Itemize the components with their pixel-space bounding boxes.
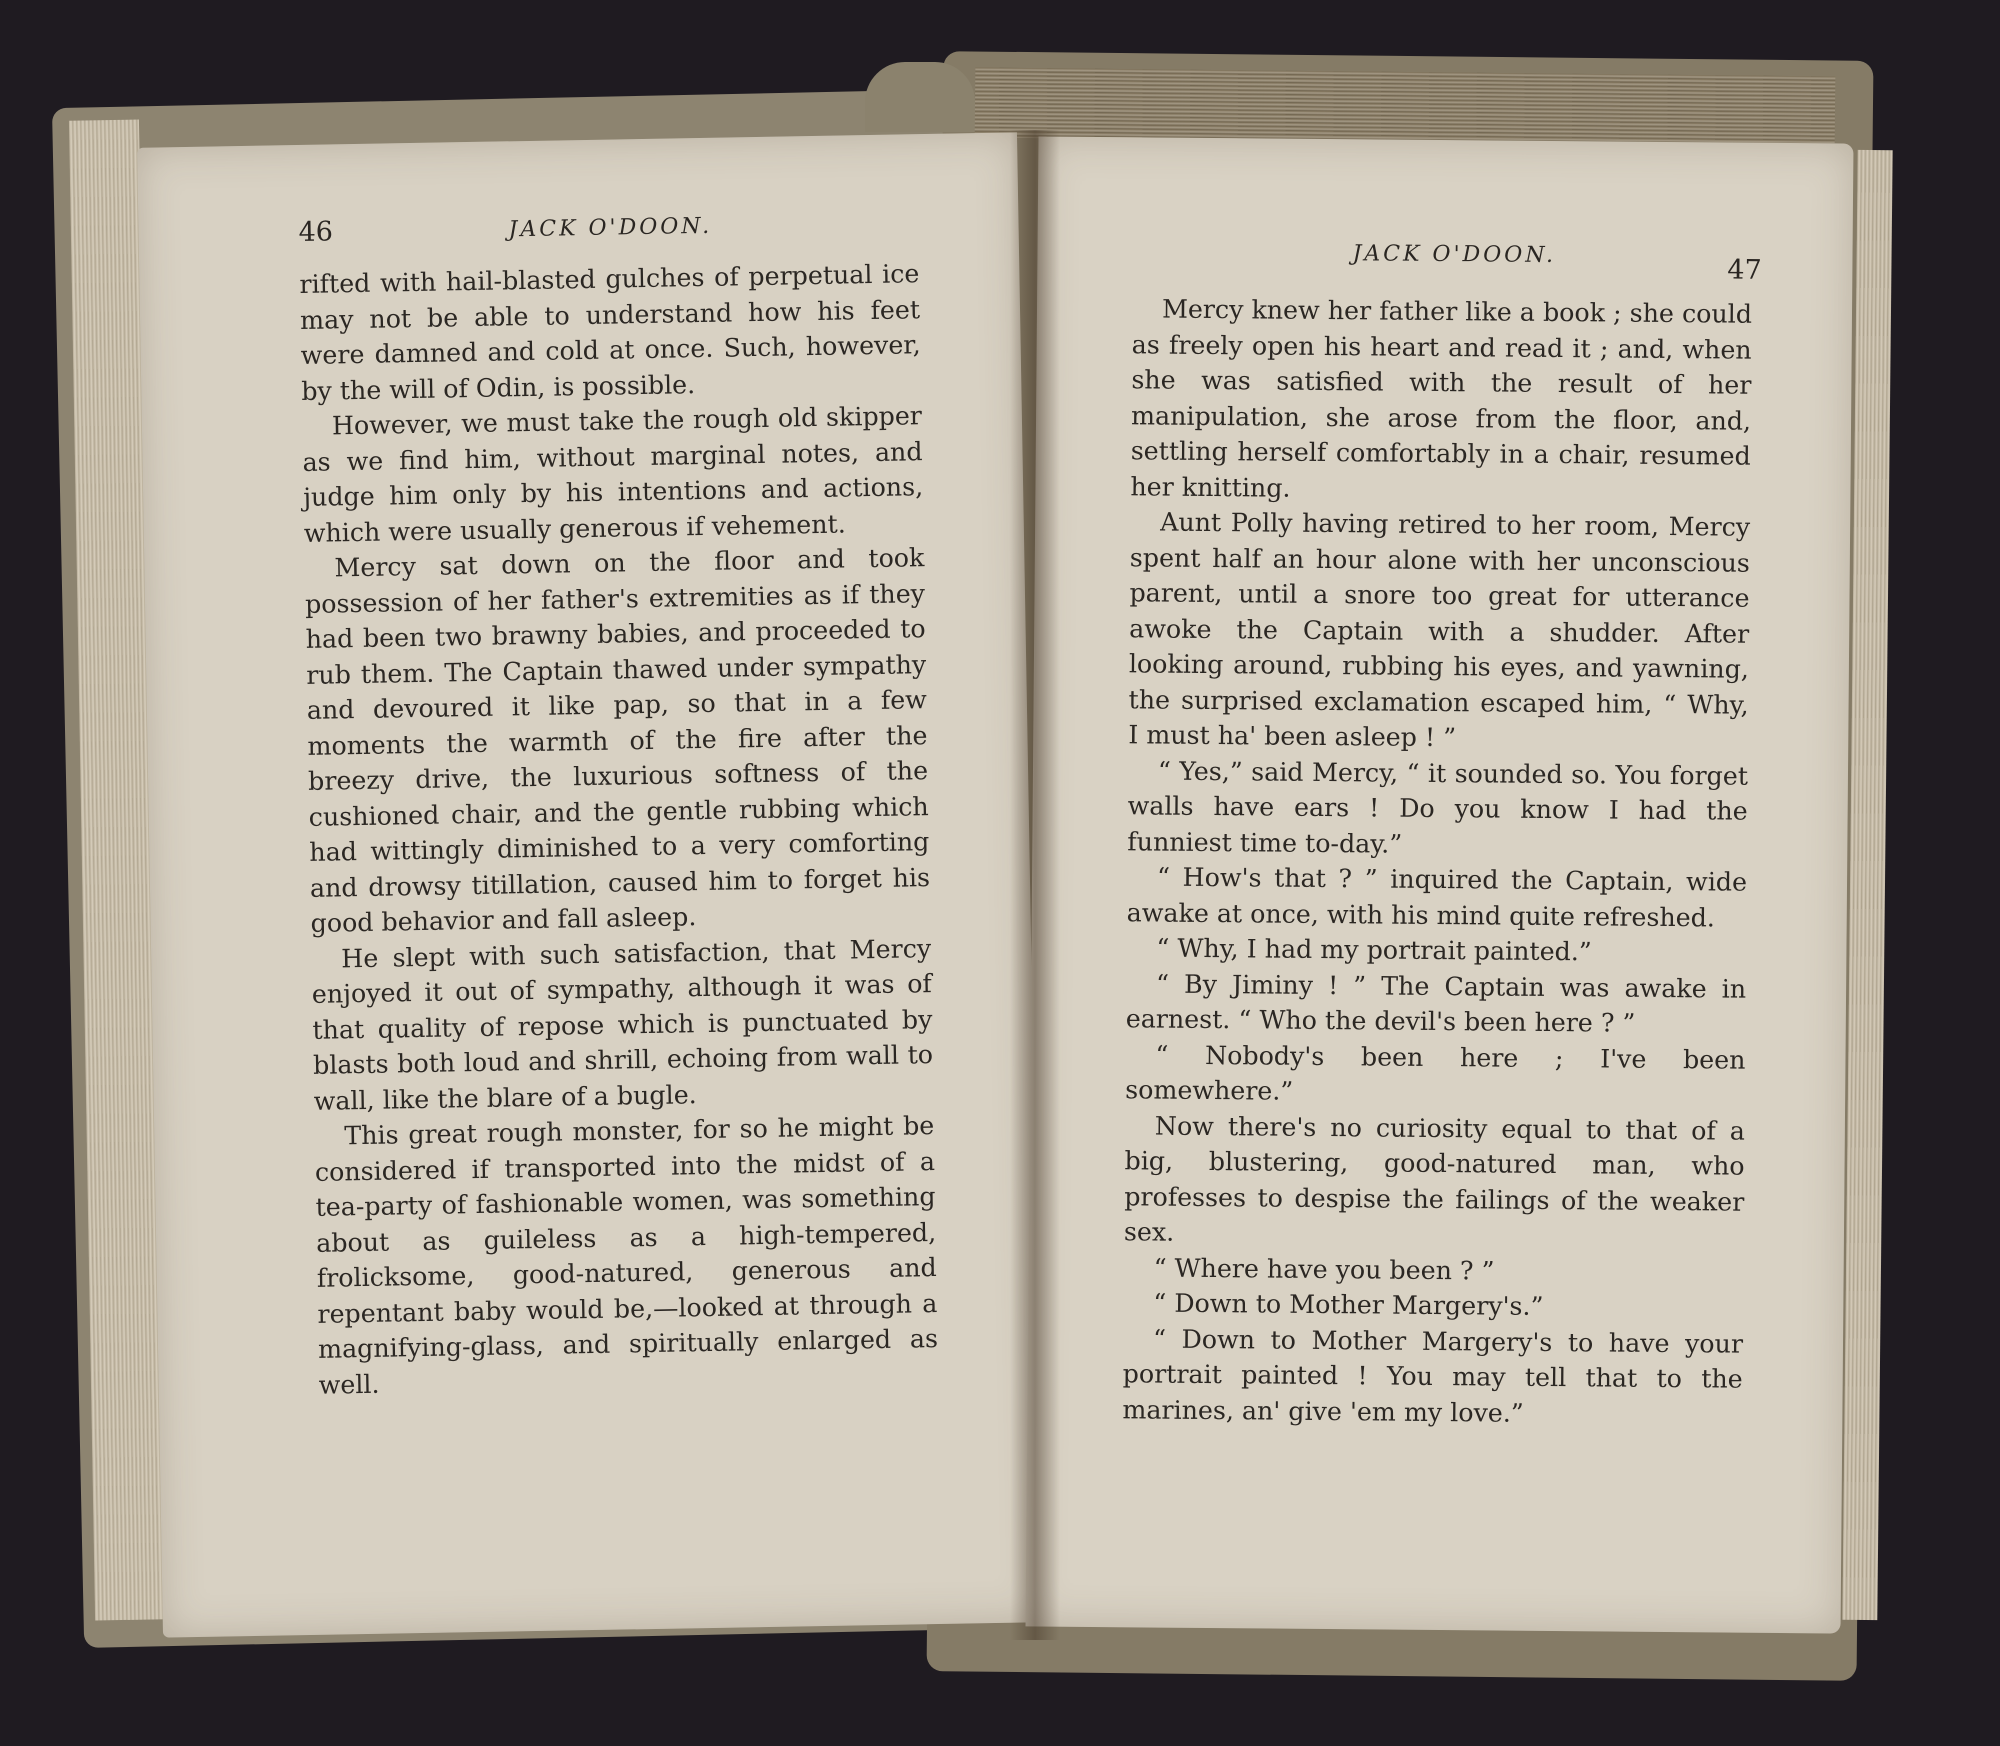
right-page — [1026, 136, 1854, 1633]
paragraph: This great rough monster, for so he might be considered if transported into the midst of a tea-party of fashionable women, was something about as guileless as a high-tempered, frolicksome, good-natured, generous and repentant baby would be,—looked at through a magnifying-glass, and spiritually enlarged as well. — [314, 1111, 939, 1400]
paragraph: He slept with such satisfaction, that Mercy enjoyed it out of sympathy, although it was of that quality of repose which is punctuated by blasts both loud and shrill, echoing from wall to wall, like the blare of a bugle. — [311, 933, 934, 1116]
paragraph: “ Down to Mother Margery's to have your portrait painted ! You may tell that to the marines, an' give 'em my love.” — [1122, 1324, 1744, 1428]
left-running-title: JACK O'DOON. — [508, 213, 713, 243]
paragraph: Aunt Polly having retired to her room, Mercy spent half an hour alone with her unconscious parent, until a snore too great for utterance awoke the Captain with a shudder. After looking around, rubbing his eyes, and yawning, the surprised exclamation escaped him, “ Why, I must ha' been asleep ! ” — [1128, 507, 1751, 753]
paragraph: “ By Jiminy ! ” The Captain was awake in earnest. “ Who the devil's been here ? ” — [1125, 969, 1747, 1038]
paragraph: “ How's that ? ” inquired the Captain, wide awake at once, with his mind quite refreshed. — [1126, 862, 1748, 932]
right-page-number: 47 — [1727, 254, 1762, 286]
paragraph: “ Why, I had my portrait painted.” — [1156, 933, 1592, 967]
book-gutter — [1010, 130, 1060, 1640]
paragraph: Now there's no curiosity equal to that of a big, blustering, good-natured man, who professes to despise the failings of the weaker sex. — [1123, 1111, 1745, 1247]
left-page-text — [299, 256, 939, 1403]
paragraph: “ Where have you been ? ” — [1153, 1253, 1495, 1285]
paragraph: “ Yes,” said Mercy, “ it sounded so. You forget walls have ears ! Do you know I had the funniest time to-day.” — [1127, 756, 1749, 859]
book-spine — [865, 62, 975, 132]
page-edges-top — [975, 67, 1836, 146]
paragraph: However, we must take the rough old skipper as we find him, without marginal notes, and judge him only by his intentions and actions, which were usually generous if vehement. — [302, 401, 924, 548]
right-running-title: JACK O'DOON. — [1352, 241, 1557, 268]
left-page — [137, 132, 1043, 1637]
paragraph: Mercy sat down on the floor and took possession of her father's extremities as if they had been two brawny babies, and proceeded to rub them. The Captain thawed under sympathy and devoured it like pap, so that in a few moments the warmth of the fire after the breezy drive, the luxurious softness of the cushioned chair, and the gentle rubbing which had wittingly diminished to a very comforting and drowsy titillation, caused him to forget his good behavior and fall asleep. — [304, 543, 931, 938]
paragraph: Mercy knew her father like a book ; she could as freely open his heart and read it ; and, when she was satisfied with the result of her manipulation, she arose from the floor, and, settling herself comfortably in a chair, resumed her knitting. — [1130, 294, 1753, 503]
paragraph: rifted with hail-blasted gulches of perpetual ice may not be able to understand how his feet were damned and cold at once. Such, however, by the will of Odin, is possible. — [299, 259, 921, 406]
paragraph: “ Down to Mother Margery's.” — [1153, 1288, 1544, 1321]
left-page-number: 46 — [298, 216, 334, 248]
paragraph: “ Nobody's been here ; I've been somewhere.” — [1125, 1040, 1746, 1106]
right-page-text — [1122, 291, 1752, 1432]
